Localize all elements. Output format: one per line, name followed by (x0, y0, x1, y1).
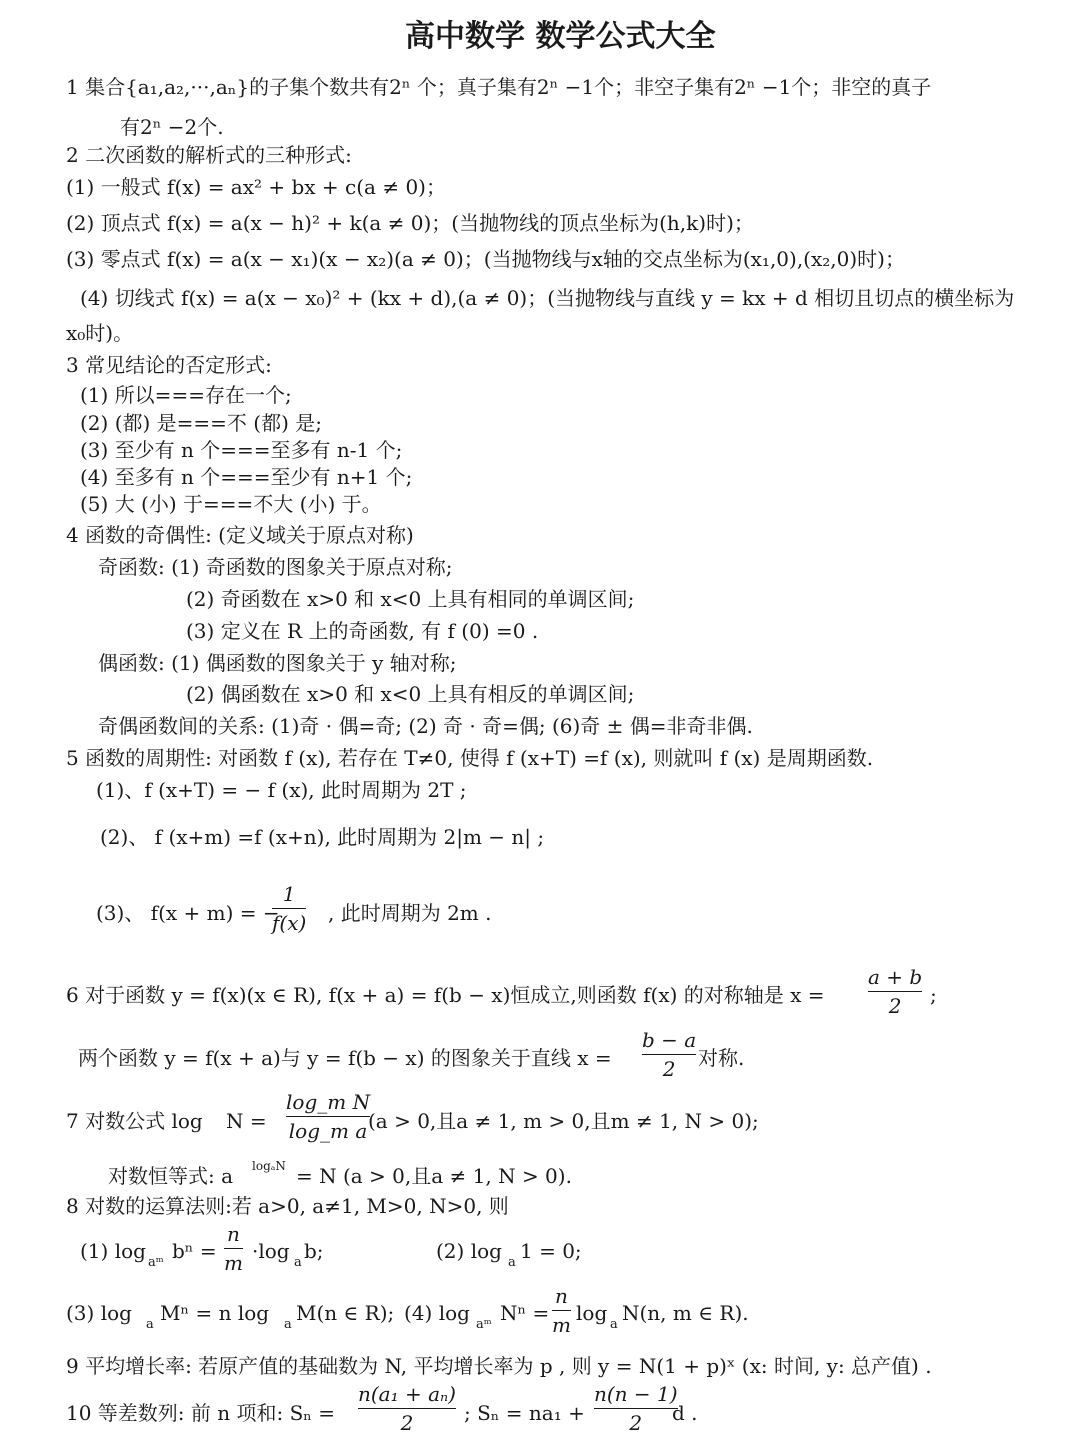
subscript-am-1: aᵐ (148, 1255, 164, 1270)
line-6-2: 两个函数 y = f(x + a)与 y = f(b − x) 的图象关于直线 x = (78, 1046, 612, 1070)
line-4-even-1: 偶函数: (1) 偶函数的图象关于 y 轴对称; (98, 651, 457, 675)
fraction-log-change: log_m N log_m a (286, 1090, 371, 1143)
line-8-3a: (3) log (66, 1301, 132, 1325)
heading-8: 8 对数的运算法则:若 a>0, a≠1, M>0, N>0, 则 (66, 1194, 509, 1218)
subscript-a-5: a (610, 1317, 618, 1332)
line-8-1d: b; (304, 1239, 324, 1263)
line-7-2a: 对数恒等式: a (108, 1164, 234, 1188)
line-4-odd-3: (3) 定义在 R 上的奇函数, 有 f (0) =0 . (186, 619, 539, 643)
line-7-1b: N = (226, 1109, 267, 1133)
line-3-3: (3) 至少有 n 个===至多有 n-1 个; (80, 438, 403, 462)
line-10a: 10 等差数列: 前 n 项和: Sₙ = (66, 1401, 336, 1425)
line-2-1: (1) 一般式 f(x) = ax² + bx + c(a ≠ 0)； (66, 175, 446, 199)
line-8-1b: bⁿ = (172, 1239, 217, 1263)
fraction-period: 1 f(x) (272, 882, 307, 935)
line-6-2-end: 对称. (698, 1046, 745, 1070)
subscript-a-4: a (284, 1317, 292, 1332)
line-4-odd-1: 奇函数: (1) 奇函数的图象关于原点对称; (98, 555, 453, 579)
line-5-3a: (3)、 f(x + m) = − (96, 901, 280, 925)
line-5-2: (2)、 f (x+m) =f (x+n), 此时周期为 2|m − n| ; (100, 825, 545, 849)
fraction-n-m-2: n m (552, 1284, 571, 1337)
line-3-1: (1) 所以===存在一个; (80, 383, 292, 407)
line-8-4d: N(n, m ∈ R). (622, 1301, 749, 1325)
line-2-4b: x₀时)。 (66, 321, 134, 345)
fraction-axis: a + b 2 (868, 965, 923, 1018)
subscript-a-2: a (508, 1255, 516, 1270)
line-4-even-2: (2) 偶函数在 x>0 和 x<0 上具有相反的单调区间; (186, 682, 635, 706)
heading-5: 5 函数的周期性: 对函数 f (x), 若存在 T≠0, 使得 f (x+T) =f (x), 则就叫 f (x) 是周期函数. (66, 746, 874, 770)
subscript-am-2: aᵐ (476, 1317, 492, 1332)
line-1: 1 集合{a₁,a₂,···,aₙ}的子集个数共有2ⁿ 个；真子集有2ⁿ −1个；非空子集有2ⁿ −1个；非空的真子 (66, 75, 932, 99)
subscript-a-1: a (294, 1255, 302, 1270)
line-3-2: (2) (都) 是===不 (都) 是; (80, 411, 322, 435)
fraction-sn-1: n(a₁ + aₙ) 2 (358, 1382, 456, 1435)
line-5-1: (1)、f (x+T) = − f (x), 此时周期为 2T ; (96, 778, 467, 802)
fraction-sn-2: n(n − 1) 2 (594, 1382, 678, 1435)
line-7-1c: (a > 0,且a ≠ 1, m > 0,且m ≠ 1, N > 0); (368, 1109, 759, 1133)
line-6-1-end: ; (930, 983, 937, 1007)
line-8-2b: 1 = 0; (520, 1239, 582, 1263)
line-2-3: (3) 零点式 f(x) = a(x − x₁)(x − x₂)(a ≠ 0)；(当抛物线与x轴的交点坐标为(x₁,0),(x₂,0)时)； (66, 247, 905, 271)
superscript-logaN: logₐN (252, 1159, 286, 1173)
subscript-a-3: a (146, 1317, 154, 1332)
line-7-1a: 7 对数公式 log (66, 1109, 203, 1133)
line-8-4c: log (576, 1301, 608, 1325)
line-4-relation: 奇偶函数间的关系: (1)奇 · 偶=奇; (2) 奇 · 奇=偶; (6)奇 ± 偶=非奇非偶. (98, 714, 753, 738)
line-10b: ; Sₙ = na₁ + (464, 1401, 585, 1425)
line-8-3b: Mⁿ = n log (160, 1301, 270, 1325)
line-4-odd-2: (2) 奇函数在 x>0 和 x<0 上具有相同的单调区间; (186, 587, 635, 611)
heading-3: 3 常见结论的否定形式: (66, 353, 272, 377)
line-2-4: (4) 切线式 f(x) = a(x − x₀)² + (kx + d),(a ≠ 0)；(当抛物线与直线 y = kx + d 相切且切点的横坐标为 (80, 286, 1015, 310)
heading-2: 2 二次函数的解析式的三种形式: (66, 143, 352, 167)
line-2-2: (2) 顶点式 f(x) = a(x − h)² + k(a ≠ 0)；(当抛物线的顶点坐标为(h,k)时)； (66, 211, 754, 235)
line-8-3c: M(n ∈ R); (296, 1301, 395, 1325)
page-title: 高中数学 数学公式大全 (405, 19, 716, 54)
line-1b: 有2ⁿ −2个. (120, 115, 224, 139)
line-8-1a: (1) log (80, 1239, 146, 1263)
line-8-4b: Nⁿ = (500, 1301, 550, 1325)
fraction-n-m-1: n m (224, 1222, 243, 1275)
heading-4: 4 函数的奇偶性: (定义域关于原点对称) (66, 523, 414, 547)
line-3-4: (4) 至多有 n 个===至少有 n+1 个; (80, 465, 413, 489)
line-8-1c: ·log (252, 1239, 290, 1263)
fraction-symmetry: b − a 2 (642, 1028, 697, 1081)
line-10c: d . (672, 1401, 698, 1425)
line-6-1: 6 对于函数 y = f(x)(x ∈ R), f(x + a) = f(b − x)恒成立,则函数 f(x) 的对称轴是 x = (66, 983, 825, 1007)
line-5-3b: , 此时周期为 2m . (328, 901, 492, 925)
line-3-5: (5) 大 (小) 于===不大 (小) 于。 (80, 492, 382, 516)
line-8-4a: (4) log (404, 1301, 470, 1325)
line-8-2a: (2) log (436, 1239, 502, 1263)
line-7-2b: = N (a > 0,且a ≠ 1, N > 0). (296, 1164, 572, 1188)
line-9: 9 平均增长率: 若原产值的基础数为 N, 平均增长率为 p , 则 y = N(1 + p)ˣ (x: 时间, y: 总产值) . (66, 1354, 932, 1378)
